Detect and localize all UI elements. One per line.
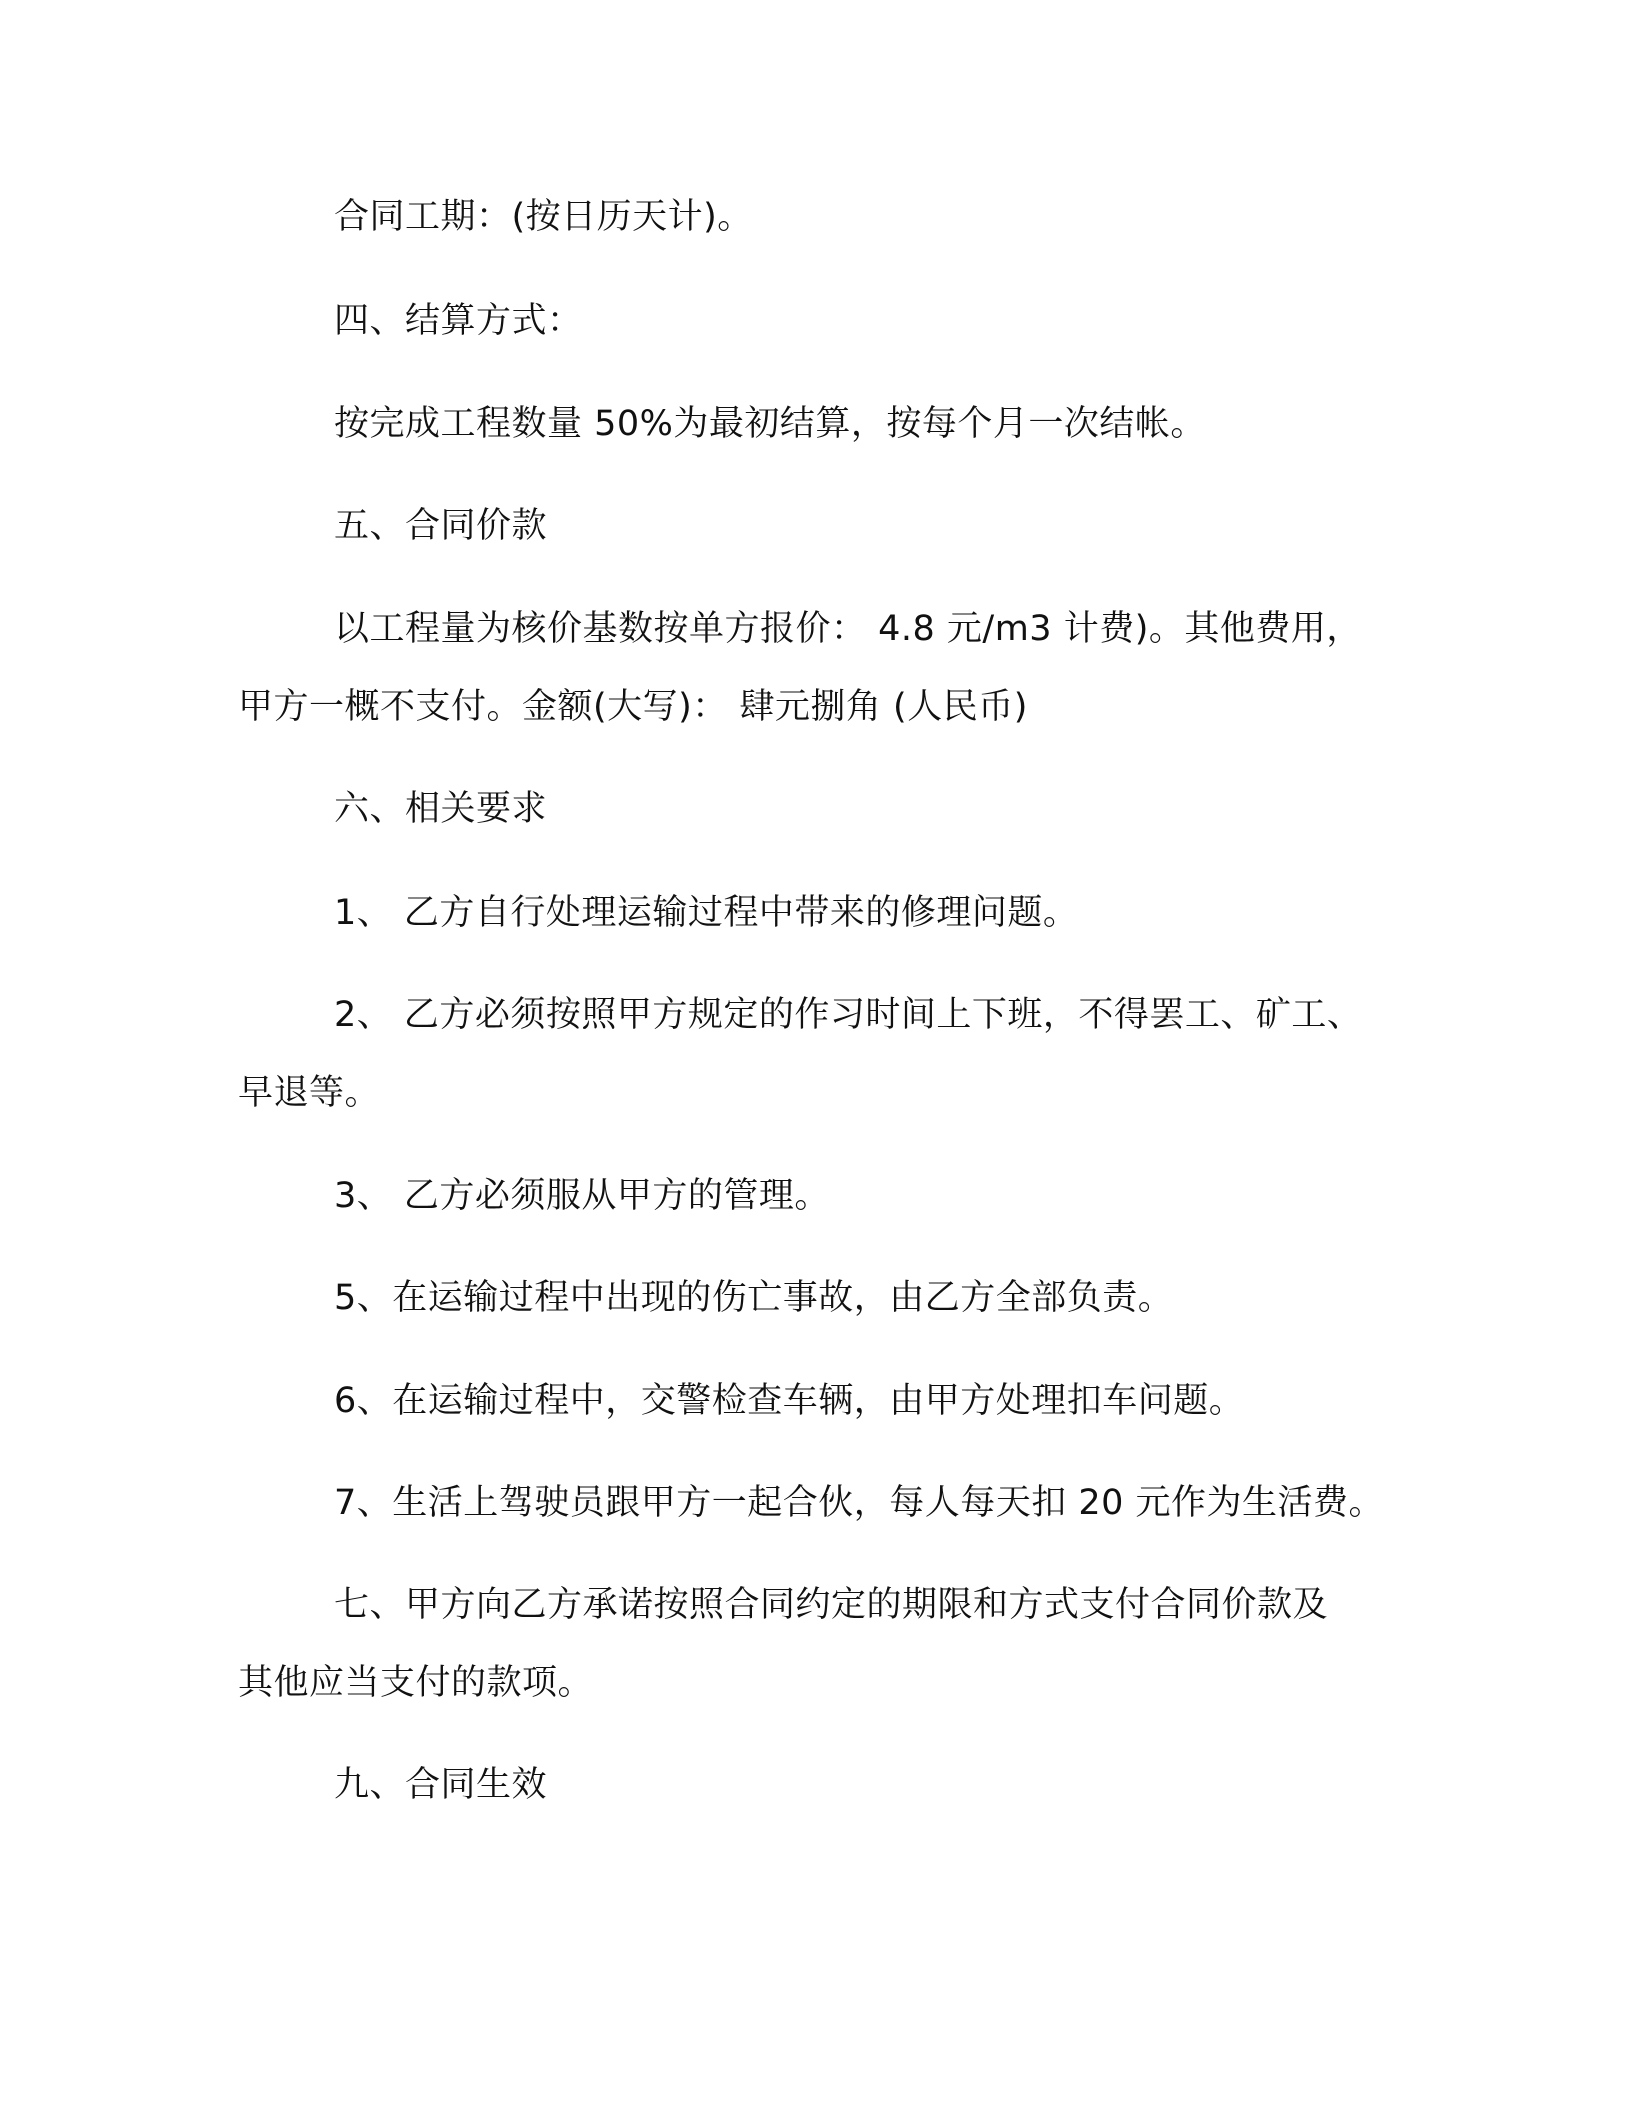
requirement-item-3 bbox=[238, 1157, 1418, 1235]
text-line: 九、合同生效 bbox=[334, 1765, 548, 1805]
paragraph-settlement-terms bbox=[238, 385, 1418, 463]
text-line: 六、相关要求 bbox=[334, 789, 548, 829]
requirement-item-2 bbox=[238, 976, 1418, 1132]
text-line: 2、 乙方必须按照甲方规定的作习时间上下班，不得罢工、矿工、 bbox=[334, 995, 1363, 1035]
text-line: 七、甲方向乙方承诺按照合同约定的期限和方式支付合同价款及 bbox=[334, 1585, 1329, 1625]
text-line: 7、生活上驾驶员跟甲方一起合伙，每人每天扣 20 元作为生活费。 bbox=[334, 1483, 1385, 1523]
heading-requirements bbox=[238, 770, 1418, 848]
text-line: 6、在运输过程中，交警检查车辆，由甲方处理扣车问题。 bbox=[334, 1381, 1245, 1421]
text-line: 合同工期：(按日历天计)。 bbox=[334, 197, 753, 237]
text-line: 早退等。 bbox=[238, 1073, 381, 1113]
requirement-item-6 bbox=[238, 1362, 1418, 1440]
text-line: 以工程量为核价基数按单方报价： 4.8 元/m3 计费)。其他费用， bbox=[334, 609, 1362, 649]
text-line: 五、合同价款 bbox=[334, 506, 548, 546]
text-line: 5、在运输过程中出现的伤亡事故，由乙方全部负责。 bbox=[334, 1278, 1174, 1318]
heading-contract-price bbox=[238, 487, 1418, 565]
requirement-item-1 bbox=[238, 874, 1418, 952]
text-line: 甲方一概不支付。金额(大写)： 肆元捌角 (人民币) bbox=[238, 687, 1028, 727]
text-line: 3、 乙方必须服从甲方的管理。 bbox=[334, 1176, 830, 1216]
text-line: 其他应当支付的款项。 bbox=[238, 1663, 594, 1703]
heading-settlement-method bbox=[238, 282, 1418, 360]
heading-contract-effective bbox=[238, 1746, 1418, 1824]
requirement-item-5 bbox=[238, 1259, 1418, 1337]
paragraph-contract-period bbox=[238, 178, 1418, 256]
text-line: 按完成工程数量 50%为最初结算，按每个月一次结帐。 bbox=[334, 404, 1206, 444]
paragraph-price-terms bbox=[238, 590, 1418, 746]
text-line: 1、 乙方自行处理运输过程中带来的修理问题。 bbox=[334, 893, 1079, 933]
paragraph-payment-promise bbox=[238, 1566, 1418, 1722]
text-line: 四、结算方式： bbox=[334, 301, 583, 341]
requirement-item-7 bbox=[238, 1464, 1418, 1542]
